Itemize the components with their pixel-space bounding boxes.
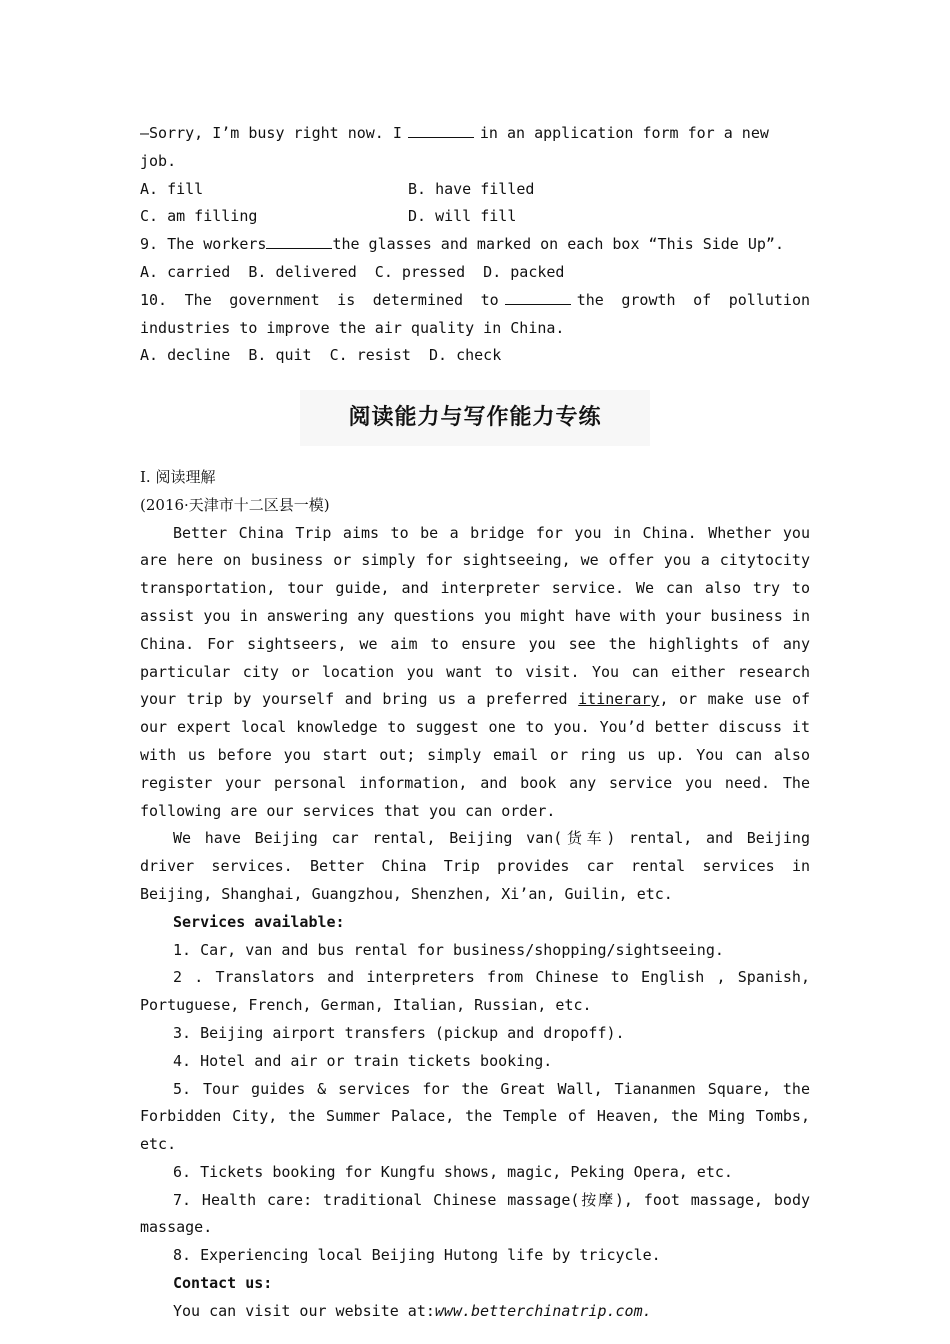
website-link[interactable]: www.betterchinatrip.com. — [434, 1301, 652, 1320]
q9-text-a: 9. The workers — [140, 235, 267, 254]
service-item: 6. Tickets booking for Kungfu shows, magic, Peking Opera, etc. — [173, 1162, 733, 1181]
contact-line — [140, 1298, 810, 1326]
question-8-stem — [140, 120, 810, 176]
q8-text-a: —Sorry, I’m busy right now. I — [140, 124, 402, 142]
service-item: 7. Health care: traditional Chinese massage(按摩), foot massage, body massage. — [140, 1190, 810, 1237]
service-item: 4. Hotel and air or train tickets booking. — [173, 1051, 553, 1070]
service-item: 2 . Translators and interpreters from Chinese to English , Spanish, Portuguese, French, German, Italian, Russian, etc. — [140, 968, 810, 1015]
answer-blank — [505, 290, 571, 305]
services-heading: Services available: — [173, 912, 345, 931]
service-item: 1. Car, van and bus rental for business/shopping/sightseeing. — [173, 940, 724, 959]
q8-option-d: D. will fill — [408, 207, 517, 226]
passage-paragraph-1 — [140, 520, 810, 826]
section-title: 阅读能力与写作能力专练 — [300, 390, 649, 446]
q9-options: A. carried B. delivered C. pressed D. packed — [140, 262, 565, 281]
q10-text-a: 10. The government is determined to — [140, 290, 499, 309]
service-item: 3. Beijing airport transfers (pickup and dropoff). — [173, 1023, 625, 1042]
q8-option-c: C. am filling — [140, 207, 258, 226]
section-title-wrap — [140, 390, 810, 446]
q9-text-b: the glasses and marked on each box “This Side Up”. — [332, 235, 784, 254]
q8-text-b: in an application form for a new job. — [140, 124, 769, 170]
q8-option-b: B. have filled — [408, 179, 535, 198]
contact-text: You can visit our website at: — [173, 1301, 435, 1320]
contact-heading: Contact us: — [173, 1274, 273, 1293]
p1-text-a: Better China Trip aims to be a bridge for you in China. Whether you are here on business or simply for sightseeing, we offer you a citytocity transportation, tour guide, and interpreter service. We can also try to assist you in answering any questions you might have with your business in China. For sightseers, we aim to ensure you see the highlights of any particular city or location you want to visit. You can either research your trip by yourself and bring us a preferred — [140, 523, 810, 709]
passage-paragraph-2: We have Beijing car rental, Beijing van(货车) rental, and Beijing driver services. Better China Trip provides car rental services in Beijing, Shanghai, Guangzhou, Shenzhen, Xi’an, Guilin, etc. — [140, 829, 810, 903]
passage-source: (2016·天津市十二区县一模) — [140, 495, 330, 514]
q10-options: A. decline B. quit C. resist D. check — [140, 346, 502, 365]
question-10-stem — [140, 287, 810, 343]
q8-options-row-1 — [140, 176, 810, 204]
q8-option-a: A. fill — [140, 179, 204, 198]
p1-text-b: , or make use of our expert local knowledge to suggest one to you. You’d better discuss it with us before you start out; simply email or ring us up. You can also register your personal information, and book any service you need. The following are our services that you can order. — [140, 690, 811, 820]
document-page — [140, 120, 810, 1326]
answer-blank — [266, 234, 332, 249]
q10-text-b: the growth of pollution industries to improve the air quality in China. — [140, 290, 811, 337]
question-9-stem — [140, 231, 810, 259]
service-item: 5. Tour guides & services for the Great Wall, Tiananmen Square, the Forbidden City, the Summer Palace, the Temple of Heaven, the Ming Tombs, etc. — [140, 1079, 810, 1154]
q8-options-row-2 — [140, 203, 810, 231]
service-item: 8. Experiencing local Beijing Hutong life by tricycle. — [173, 1246, 661, 1265]
answer-blank — [408, 123, 474, 138]
part-heading: Ⅰ. 阅读理解 — [140, 467, 216, 486]
underlined-word-itinerary: itinerary — [578, 690, 660, 709]
